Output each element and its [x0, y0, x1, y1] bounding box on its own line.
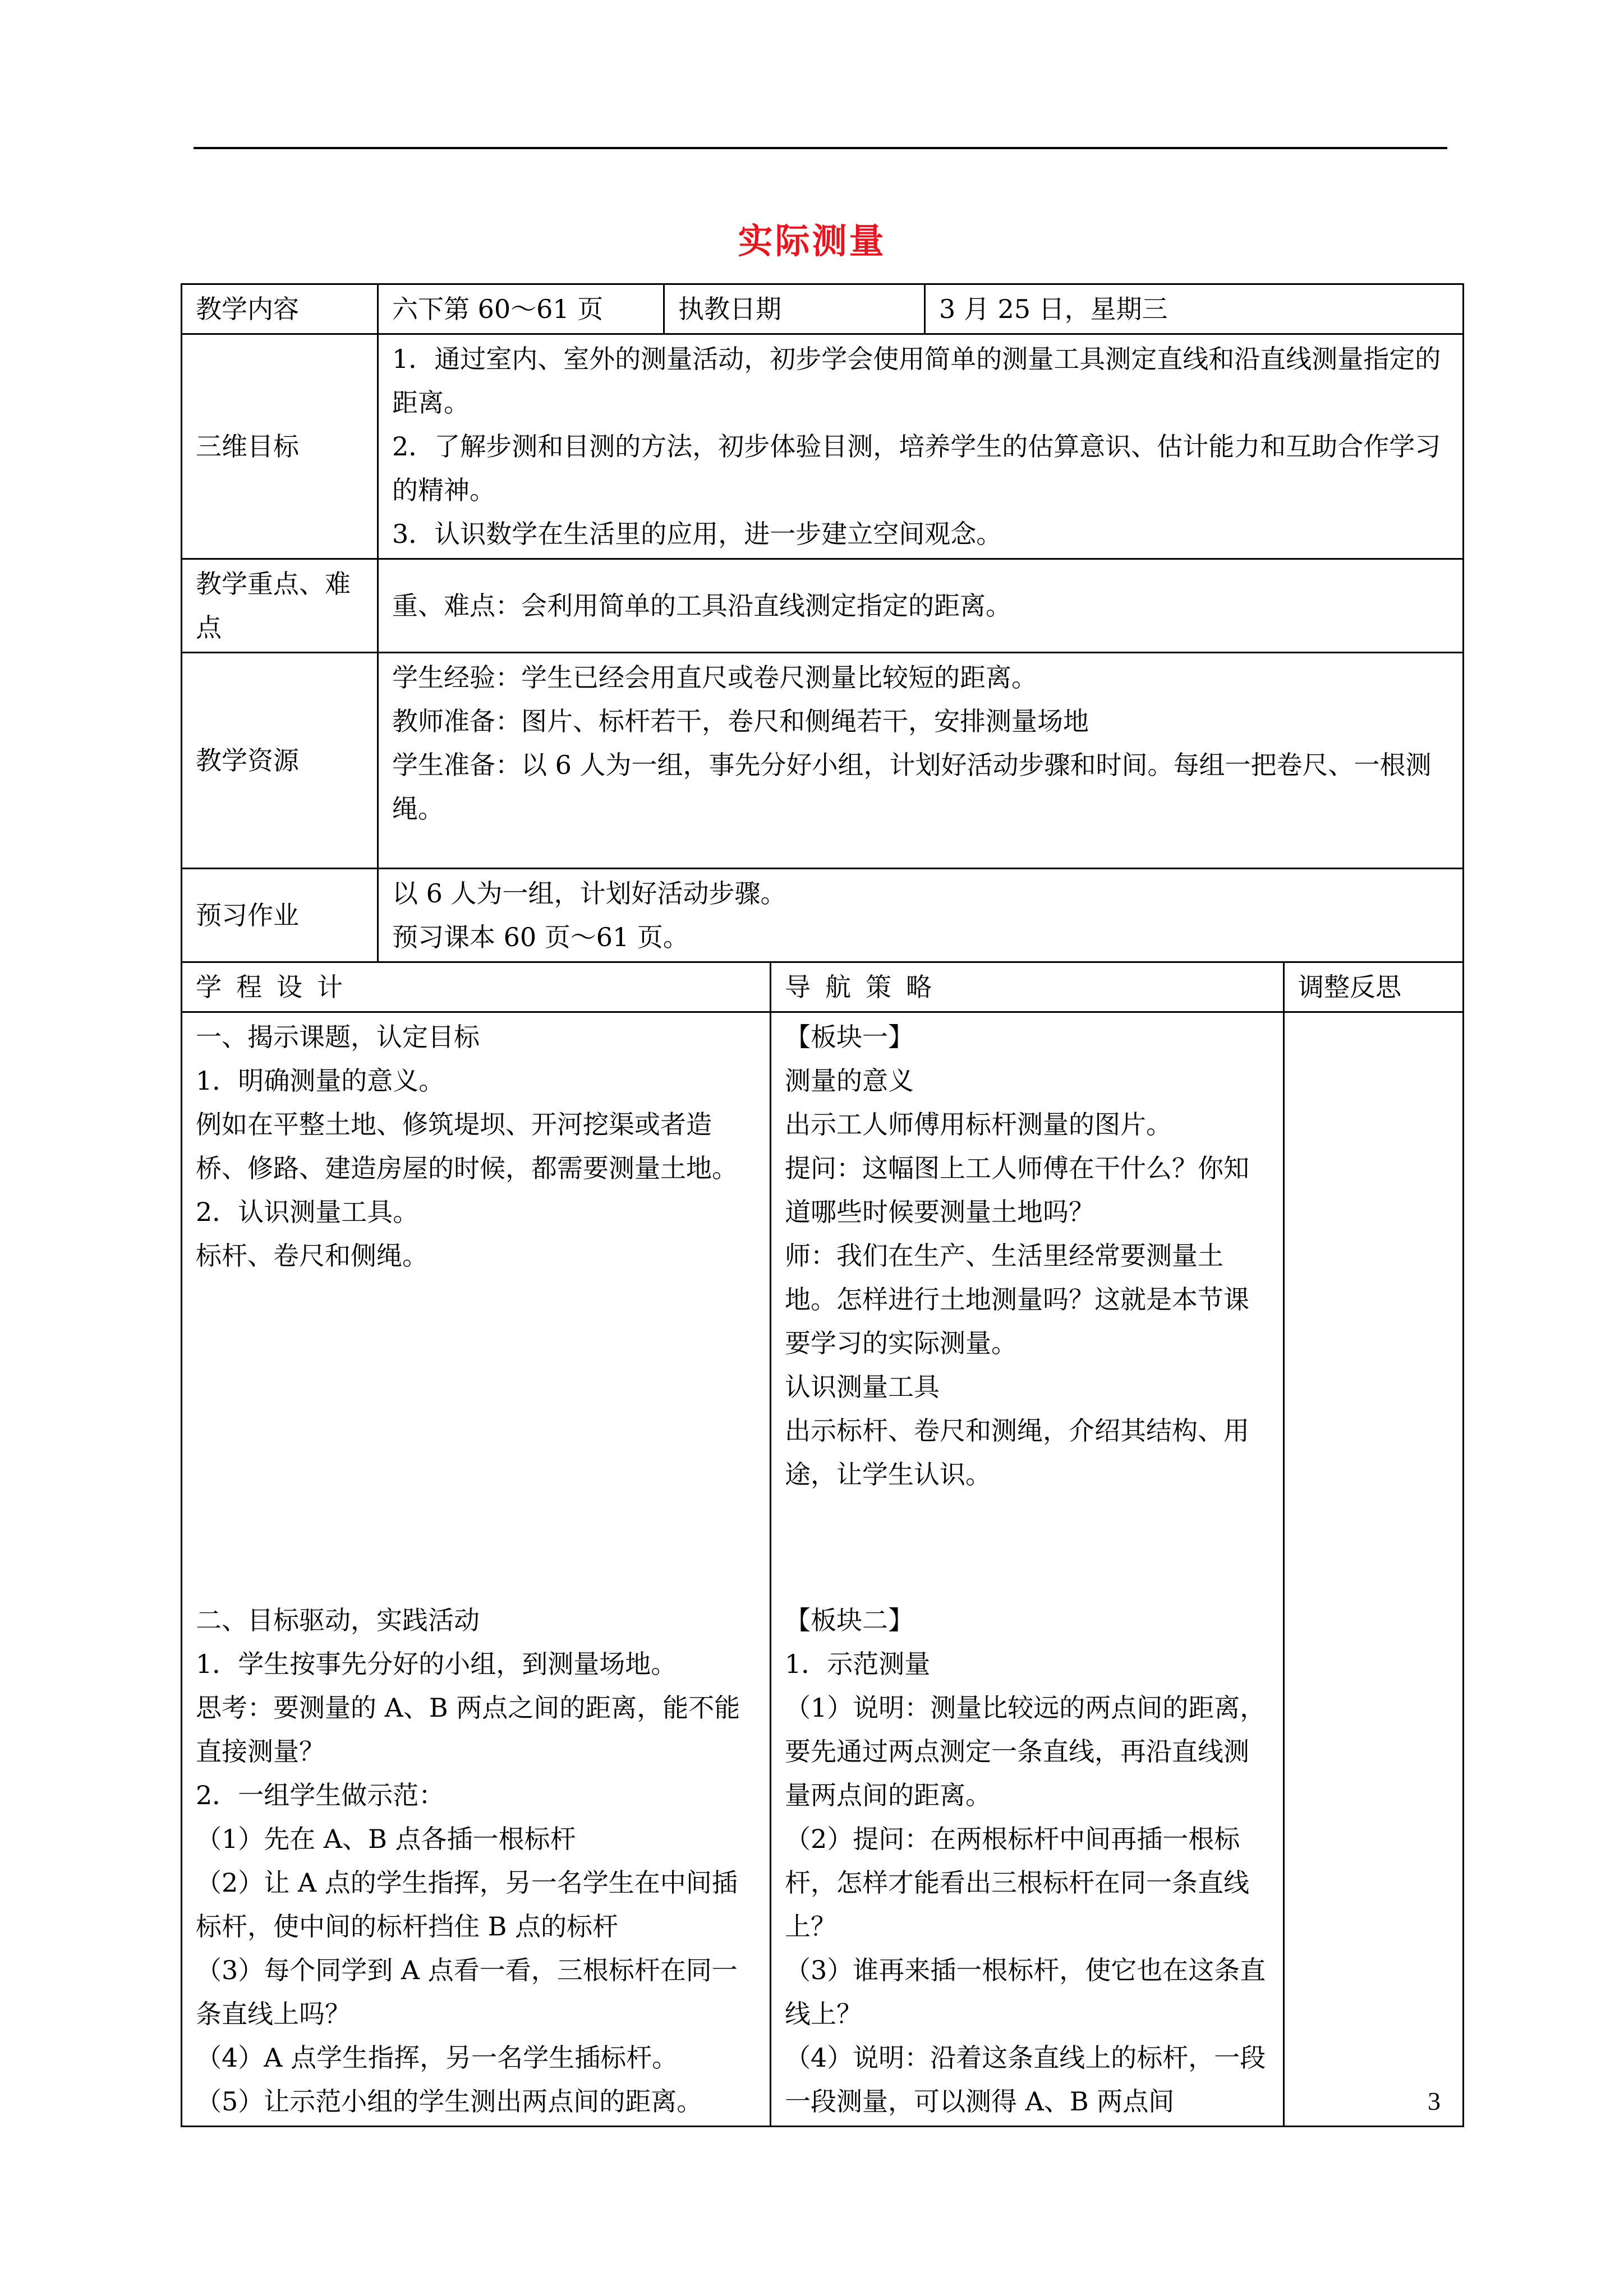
strategy-line: （4）说明：沿着这条直线上的标杆，一段一段测量，可以测得 A、B 两点间 [785, 2043, 1266, 2117]
reflection-cell [1284, 1012, 1464, 2127]
preview-content [378, 869, 1464, 962]
row-resources [182, 653, 1464, 869]
goal-item: 1．通过室内、室外的测量活动，初步学会使用简单的测量工具测定直线和沿直线测量指定的距离。 [392, 344, 1441, 418]
strategy-section-2 [785, 1598, 1269, 2123]
process-line: （2）让 A 点的学生指挥，另一名学生在中间插标杆，使中间的标杆挡住 B 点的标杆 [196, 1868, 738, 1942]
preview-label: 预习作业 [182, 869, 378, 962]
strategy-line: 【板块二】 [785, 1605, 914, 1635]
row-process [182, 1012, 1464, 2127]
goal-item: 2．了解步测和目测的方法，初步体验目测，培养学生的估算意识、估计能力和互助合作学习的精神。 [392, 431, 1441, 505]
column-header-process: 学程设计 [182, 962, 771, 1012]
strategy-line: 测量的意义 [785, 1066, 914, 1096]
strategy-line: 提问：这幅图上工人师傅在干什么？你知道哪些时候要测量土地吗？ [785, 1153, 1249, 1227]
process-line: 一、揭示课题，认定目标 [196, 1022, 480, 1052]
resources-label: 教学资源 [182, 653, 378, 869]
process-line: 例如在平整土地、修筑堤坝、开河挖渠或者造桥、修路、建造房屋的时候，都需要测量土地。 [196, 1109, 738, 1183]
process-line: 二、目标驱动，实践活动 [196, 1605, 480, 1635]
strategy-line: 1．示范测量 [785, 1649, 931, 1679]
process-line: （4）A 点学生指挥，另一名学生插标杆。 [196, 2043, 678, 2073]
process-line: （1）先在 A、B 点各插一根标杆 [196, 1824, 576, 1854]
strategy-line: 出示标杆、卷尺和测绳，介绍其结构、用途，让学生认识。 [785, 1416, 1249, 1490]
preview-item: 预习课本 60 页～61 页。 [392, 922, 689, 952]
goals-label: 三维目标 [182, 334, 378, 559]
process-line: 思考：要测量的 A、B 两点之间的距离，能不能直接测量？ [196, 1693, 740, 1767]
lesson-plan-table [181, 283, 1464, 2127]
resource-item: 教师准备：图片、标杆若干，卷尺和侧绳若干，安排测量场地 [392, 706, 1089, 736]
resources-content [378, 653, 1464, 869]
process-line: 标杆、卷尺和侧绳。 [196, 1241, 428, 1271]
strategy-line: （2）提问：在两根标杆中间再插一根标杆，怎样才能看出三根标杆在同一条直线上？ [785, 1824, 1249, 1942]
header-rule [194, 147, 1447, 149]
process-cell [182, 1012, 771, 2127]
process-line: 1．明确测量的意义。 [196, 1066, 445, 1096]
date-value: 3 月 25 日，星期三 [925, 284, 1464, 334]
process-section-2 [196, 1598, 756, 2123]
row-content [182, 284, 1464, 334]
key-points-label: 教学重点、难点 [182, 559, 378, 653]
date-label: 执教日期 [664, 284, 925, 334]
strategy-line: （3）谁再来插一根标杆，使它也在这条直线上？ [785, 1955, 1266, 2029]
page-title: 实际测量 [738, 220, 886, 261]
key-points-value: 重、难点：会利用简单的工具沿直线测定指定的距离。 [378, 559, 1464, 653]
preview-item: 以 6 人为一组，计划好活动步骤。 [392, 878, 786, 909]
goal-item: 3．认识数学在生活里的应用，进一步建立空间观念。 [392, 519, 1002, 549]
column-header-strategy: 导航策略 [771, 962, 1284, 1012]
row-preview [182, 869, 1464, 962]
strategy-section-1 [785, 1015, 1269, 1598]
strategy-line: 【板块一】 [785, 1022, 914, 1052]
row-goals [182, 334, 1464, 559]
strategy-line: 出示工人师傅用标杆测量的图片。 [785, 1109, 1172, 1140]
strategy-cell [771, 1012, 1284, 2127]
column-header-reflection: 调整反思 [1284, 962, 1464, 1012]
row-column-headers [182, 962, 1464, 1012]
resource-item: 学生准备：以 6 人为一组，事先分好小组，计划好活动步骤和时间。每组一把卷尺、一根测绳。 [392, 750, 1432, 824]
strategy-line: 认识测量工具 [785, 1372, 940, 1402]
process-line: 2．认识测量工具。 [196, 1197, 419, 1227]
process-line: 1．学生按事先分好的小组，到测量场地。 [196, 1649, 677, 1679]
process-section-1 [196, 1015, 756, 1598]
content-label: 教学内容 [182, 284, 378, 334]
process-line: （5）让示范小组的学生测出两点间的距离。 [196, 2086, 703, 2117]
process-line: 2．一组学生做示范： [196, 1780, 445, 1810]
content-value: 六下第 60～61 页 [378, 284, 664, 334]
page-number: 3 [1428, 2087, 1441, 2115]
process-line: （3）每个同学到 A 点看一看，三根标杆在同一条直线上吗？ [196, 1955, 738, 2029]
row-key-points [182, 559, 1464, 653]
strategy-line: （1）说明：测量比较远的两点间的距离，要先通过两点测定一条直线，再沿直线测量两点间的距离。 [785, 1693, 1266, 1810]
strategy-line: 师：我们在生产、生活里经常要测量土地。怎样进行土地测量吗？这就是本节课要学习的实际测量。 [785, 1241, 1249, 1358]
goals-content [378, 334, 1464, 559]
resource-item: 学生经验：学生已经会用直尺或卷尺测量比较短的距离。 [392, 662, 1037, 693]
